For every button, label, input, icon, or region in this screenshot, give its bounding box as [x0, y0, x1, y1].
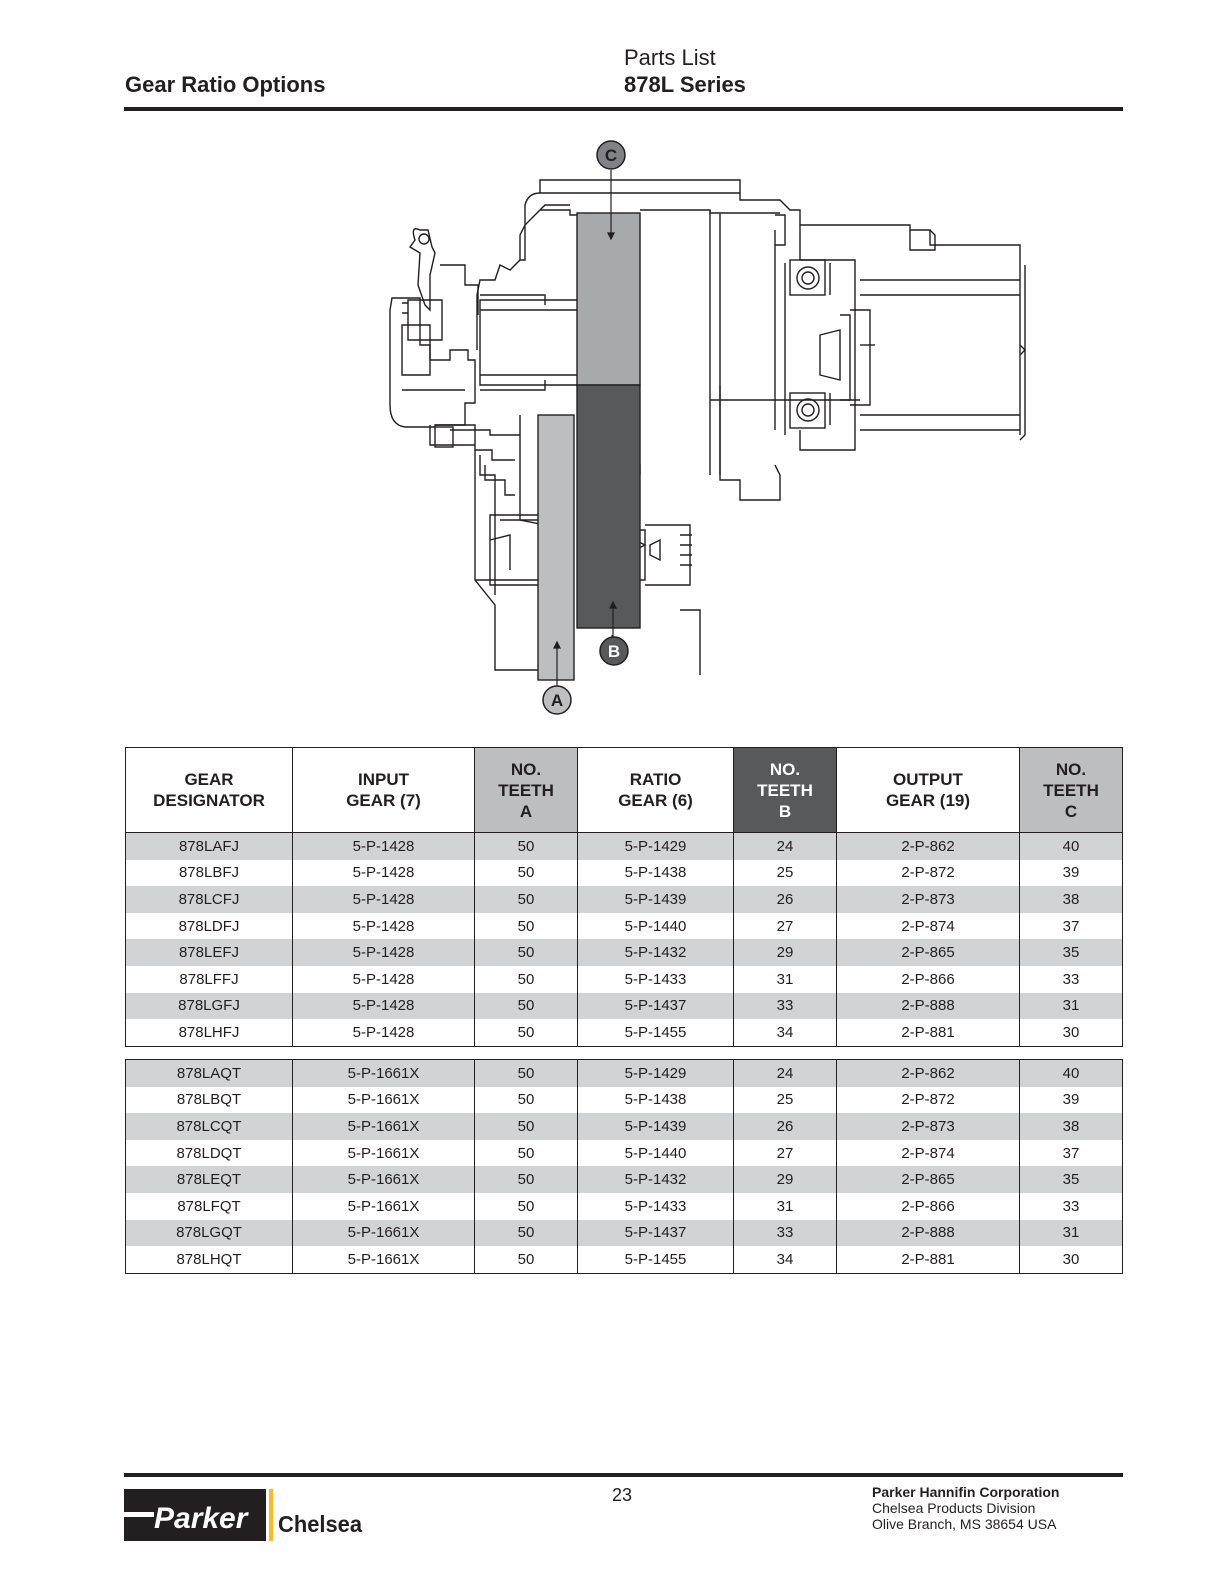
table-cell: 50 — [475, 1140, 578, 1167]
table-cell: 30 — [1020, 1246, 1123, 1273]
header-rule — [124, 107, 1123, 111]
table-cell: 50 — [475, 966, 578, 993]
table-cell: 5-P-1661X — [293, 1166, 475, 1193]
table-cell: 24 — [734, 1060, 837, 1087]
table-cell: 2-P-862 — [837, 1060, 1020, 1087]
table-cell: 878LFFJ — [126, 966, 293, 993]
table-cell: 31 — [1020, 993, 1123, 1020]
col-header-gear-designator: GEAR DESIGNATOR — [126, 748, 293, 833]
col-header-teeth-b: NO. TEETH B — [734, 748, 837, 833]
table-cell: 878LDFJ — [126, 913, 293, 940]
gear-ratio-table-fj — [125, 747, 1123, 1047]
table-cell: 878LBQT — [126, 1087, 293, 1114]
table-row — [126, 1060, 1123, 1087]
table-cell: 50 — [475, 1019, 578, 1046]
table-cell: 5-P-1428 — [293, 1019, 475, 1046]
table-cell: 2-P-888 — [837, 993, 1020, 1020]
table-cell: 5-P-1432 — [578, 1166, 734, 1193]
table-cell: 5-P-1439 — [578, 886, 734, 913]
table-cell: 34 — [734, 1246, 837, 1273]
svg-text:C: C — [604, 146, 618, 165]
table-cell: 25 — [734, 1087, 837, 1114]
table-cell: 878LHQT — [126, 1246, 293, 1273]
section-title: Gear Ratio Options — [125, 72, 326, 97]
table-cell: 5-P-1440 — [578, 1140, 734, 1167]
table-cell: 50 — [475, 1113, 578, 1140]
table-cell: 5-P-1428 — [293, 913, 475, 940]
table-cell: 50 — [475, 993, 578, 1020]
table-cell: 2-P-881 — [837, 1019, 1020, 1046]
table-cell: 5-P-1661X — [293, 1246, 475, 1273]
table-cell: 25 — [734, 860, 837, 887]
table-cell: 24 — [734, 833, 837, 860]
table-cell: 5-P-1432 — [578, 939, 734, 966]
table-cell: 878LGFJ — [126, 993, 293, 1020]
table-row — [126, 1193, 1123, 1220]
table-row — [126, 993, 1123, 1020]
parker-chelsea-logo — [124, 1486, 364, 1546]
col-header-teeth-c: NO. TEETH C — [1020, 748, 1123, 833]
table-body-fj — [126, 833, 1123, 1047]
table-cell: 5-P-1429 — [578, 833, 734, 860]
col-header-teeth-a: NO. TEETH A — [475, 748, 578, 833]
table-cell: 29 — [734, 939, 837, 966]
table-cell: 50 — [475, 1060, 578, 1087]
table-cell: 29 — [734, 1166, 837, 1193]
table-cell: 37 — [1020, 913, 1123, 940]
page-number: 23 — [612, 1485, 633, 1505]
table-cell: 2-P-872 — [837, 1087, 1020, 1114]
table-cell: 34 — [734, 1019, 837, 1046]
table-cell: 50 — [475, 1087, 578, 1114]
table-cell: 5-P-1428 — [293, 939, 475, 966]
table-cell: 5-P-1428 — [293, 833, 475, 860]
footer-rule — [124, 1473, 1123, 1477]
table-cell: 5-P-1439 — [578, 1113, 734, 1140]
col-header-ratio-gear: RATIO GEAR (6) — [578, 748, 734, 833]
table-cell: 31 — [1020, 1220, 1123, 1247]
table-cell: 40 — [1020, 833, 1123, 860]
table-cell: 5-P-1437 — [578, 1220, 734, 1247]
table-row — [126, 1220, 1123, 1247]
table-cell: 2-P-865 — [837, 1166, 1020, 1193]
table-cell: 50 — [475, 1166, 578, 1193]
table-cell: 5-P-1440 — [578, 913, 734, 940]
col-header-output-gear: OUTPUT GEAR (19) — [837, 748, 1020, 833]
table-cell: 39 — [1020, 1087, 1123, 1114]
svg-text:B: B — [607, 642, 621, 661]
table-cell: 2-P-862 — [837, 833, 1020, 860]
table-cell: 5-P-1661X — [293, 1087, 475, 1114]
table-cell: 878LGQT — [126, 1220, 293, 1247]
table-cell: 2-P-866 — [837, 966, 1020, 993]
table-row — [126, 860, 1123, 887]
table-row — [126, 1166, 1123, 1193]
table-cell: 878LDQT — [126, 1140, 293, 1167]
table-cell: 33 — [734, 993, 837, 1020]
table-cell: 5-P-1428 — [293, 860, 475, 887]
col-header-input-gear: INPUT GEAR (7) — [293, 748, 475, 833]
table-cell: 2-P-881 — [837, 1246, 1020, 1273]
table-cell: 35 — [1020, 939, 1123, 966]
table-row — [126, 1246, 1123, 1273]
svg-text:Parker: Parker — [154, 1502, 248, 1535]
gear-ratio-table-qt — [125, 1059, 1123, 1274]
table-cell: 40 — [1020, 1060, 1123, 1087]
table-cell: 50 — [475, 886, 578, 913]
gearbox-cross-section-diagram — [380, 135, 1040, 720]
table-header-row — [126, 748, 1123, 833]
table-cell: 878LEFJ — [126, 939, 293, 966]
svg-text:Chelsea: Chelsea — [278, 1511, 363, 1537]
series-title: 878L Series — [624, 72, 746, 97]
company-address: Olive Branch, MS 38654 USA — [872, 1516, 1057, 1532]
table-cell: 38 — [1020, 1113, 1123, 1140]
table-cell: 31 — [734, 966, 837, 993]
table-cell: 2-P-874 — [837, 913, 1020, 940]
table-cell: 26 — [734, 886, 837, 913]
table-cell: 2-P-873 — [837, 1113, 1020, 1140]
table-cell: 878LAQT — [126, 1060, 293, 1087]
table-cell: 2-P-874 — [837, 1140, 1020, 1167]
table-row — [126, 913, 1123, 940]
company-name: Parker Hannifin Corporation — [872, 1484, 1060, 1500]
table-cell: 878LCFJ — [126, 886, 293, 913]
table-cell: 50 — [475, 1220, 578, 1247]
table-cell: 878LEQT — [126, 1166, 293, 1193]
svg-text:A: A — [550, 691, 564, 710]
table-cell: 5-P-1661X — [293, 1060, 475, 1087]
table-cell: 26 — [734, 1113, 837, 1140]
table-row — [126, 1087, 1123, 1114]
table-cell: 878LHFJ — [126, 1019, 293, 1046]
table-cell: 2-P-872 — [837, 860, 1020, 887]
company-info — [872, 1484, 1059, 1532]
table-row — [126, 939, 1123, 966]
table-cell: 5-P-1661X — [293, 1140, 475, 1167]
table-row — [126, 966, 1123, 993]
callout-b — [600, 637, 628, 665]
table-cell: 5-P-1429 — [578, 1060, 734, 1087]
table-cell: 50 — [475, 913, 578, 940]
table-cell: 30 — [1020, 1019, 1123, 1046]
table-cell: 2-P-873 — [837, 886, 1020, 913]
table-cell: 33 — [1020, 1193, 1123, 1220]
table-cell: 5-P-1455 — [578, 1246, 734, 1273]
table-cell: 50 — [475, 939, 578, 966]
table-cell: 38 — [1020, 886, 1123, 913]
table-cell: 878LCQT — [126, 1113, 293, 1140]
table-cell: 2-P-888 — [837, 1220, 1020, 1247]
table-cell: 27 — [734, 1140, 837, 1167]
table-cell: 5-P-1428 — [293, 966, 475, 993]
table-cell: 878LAFJ — [126, 833, 293, 860]
table-cell: 50 — [475, 833, 578, 860]
table-row — [126, 1140, 1123, 1167]
table-cell: 5-P-1433 — [578, 966, 734, 993]
table-cell: 5-P-1438 — [578, 1087, 734, 1114]
table-row — [126, 1019, 1123, 1046]
table-cell: 5-P-1661X — [293, 1220, 475, 1247]
table-cell: 5-P-1428 — [293, 886, 475, 913]
table-cell: 2-P-866 — [837, 1193, 1020, 1220]
table-cell: 5-P-1661X — [293, 1113, 475, 1140]
table-cell: 5-P-1455 — [578, 1019, 734, 1046]
table-cell: 5-P-1433 — [578, 1193, 734, 1220]
table-cell: 50 — [475, 860, 578, 887]
callout-c — [597, 141, 625, 169]
table-cell: 878LFQT — [126, 1193, 293, 1220]
table-cell: 31 — [734, 1193, 837, 1220]
table-body-qt — [126, 1060, 1123, 1274]
table-cell: 5-P-1437 — [578, 993, 734, 1020]
table-cell: 37 — [1020, 1140, 1123, 1167]
table-cell: 35 — [1020, 1166, 1123, 1193]
table-row — [126, 1113, 1123, 1140]
company-division: Chelsea Products Division — [872, 1500, 1036, 1516]
table-cell: 5-P-1428 — [293, 993, 475, 1020]
table-cell: 5-P-1438 — [578, 860, 734, 887]
doc-type: Parts List — [624, 45, 716, 70]
table-cell: 2-P-865 — [837, 939, 1020, 966]
table-cell: 33 — [1020, 966, 1123, 993]
table-row — [126, 886, 1123, 913]
table-cell: 5-P-1661X — [293, 1193, 475, 1220]
table-cell: 50 — [475, 1193, 578, 1220]
table-cell: 33 — [734, 1220, 837, 1247]
table-row — [126, 833, 1123, 860]
table-cell: 27 — [734, 913, 837, 940]
table-cell: 39 — [1020, 860, 1123, 887]
table-cell: 878LBFJ — [126, 860, 293, 887]
callout-a — [543, 686, 571, 714]
table-cell: 50 — [475, 1246, 578, 1273]
